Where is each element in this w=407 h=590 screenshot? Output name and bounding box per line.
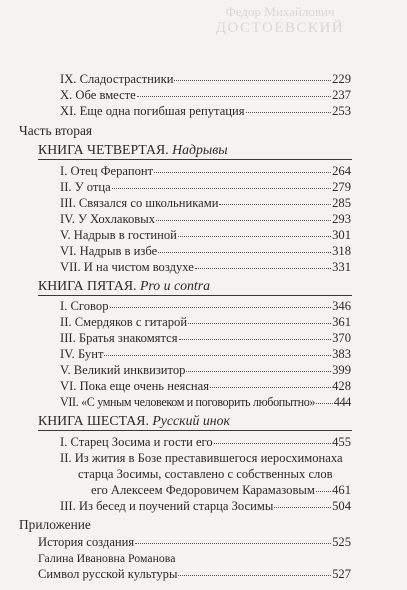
book-title: КНИГА ЧЕТВЕРТАЯ. [38, 142, 169, 157]
chapter-title: Связался со школьниками [78, 196, 219, 210]
chapter-number: I. [60, 164, 68, 178]
chapter-title: Надрыв в гостиной [73, 228, 177, 242]
part-heading: Часть вторая [19, 123, 93, 138]
chapter-number: V. [60, 363, 71, 377]
chapter-title: «С умным человеком и поговорить любопытно» [81, 395, 316, 409]
page-number: 346 [332, 299, 351, 313]
toc-entry[interactable] [60, 378, 351, 394]
page-number: 331 [332, 260, 351, 274]
leader-dots [316, 392, 333, 404]
chapter-title: Бунт [77, 347, 104, 361]
chapter-title: Еще одна погибшая репутация [79, 104, 245, 118]
toc-entry-multiline[interactable] [60, 450, 343, 466]
chapter-number: II. [60, 451, 72, 465]
chapter-title: Обе вместе [75, 88, 136, 102]
chapter-number: VII. [60, 395, 79, 409]
bleed-author: Федор Михайлович [225, 4, 335, 19]
leader-dots [154, 161, 331, 173]
page-number: 361 [332, 315, 351, 329]
page-number: 301 [332, 228, 351, 242]
toc-entry[interactable] [60, 498, 351, 514]
leader-dots [156, 209, 331, 221]
page-number: 527 [332, 567, 351, 581]
leader-dots [214, 432, 331, 444]
leader-dots [188, 312, 331, 324]
book-rule [38, 430, 352, 431]
leader-dots [135, 532, 331, 544]
page-number: 370 [332, 331, 351, 345]
leader-dots [186, 360, 331, 372]
book-title: КНИГА ПЯТАЯ. [38, 278, 137, 293]
leader-dots [112, 177, 331, 189]
chapter-title: Из бесед и поучений старца Зосимы [78, 499, 274, 513]
leader-dots [137, 85, 331, 97]
leader-dots [158, 241, 331, 253]
chapter-title: Братья знакомятся [78, 331, 178, 345]
page-number: 229 [332, 72, 351, 86]
leader-dots [104, 344, 331, 356]
section-title: История создания [38, 535, 135, 549]
book-subtitle: Надрывы [172, 142, 228, 157]
book-heading [38, 278, 210, 294]
chapter-title: У Хохлаковых [77, 212, 155, 226]
toc-entry[interactable] [60, 434, 351, 450]
chapter-number: VI. [60, 379, 77, 393]
leader-dots [179, 328, 332, 340]
chapter-number: VI. [60, 244, 77, 258]
book-subtitle: Русский инок [152, 413, 230, 428]
page-number: 293 [332, 212, 351, 226]
chapter-number: XI. [60, 104, 77, 118]
chapter-number: VII. [60, 260, 81, 274]
chapter-number: IX. [60, 72, 77, 86]
chapter-title-line: старца Зосимы, составлено с собственных слов [78, 467, 333, 481]
leader-dots [219, 193, 331, 205]
toc-entry-11[interactable] [60, 103, 351, 119]
leader-dots [246, 101, 332, 113]
chapter-title: Великий инквизитор [73, 363, 186, 377]
page-number: 318 [332, 244, 351, 258]
book-subtitle: Pro и contra [140, 278, 211, 293]
book-heading [38, 413, 230, 429]
book-rule [38, 159, 352, 160]
chapter-number: X. [60, 88, 73, 102]
page-number: 264 [332, 164, 351, 178]
leader-dots [174, 69, 331, 81]
chapter-title: Отец Ферапонт [70, 164, 154, 178]
chapter-title-line: его Алексеем Федоровичем Карамазовым [91, 483, 315, 497]
toc-entry-symbol[interactable] [38, 566, 351, 582]
leader-dots [195, 257, 331, 269]
chapter-number: V. [60, 228, 71, 242]
page-number: 253 [332, 104, 351, 118]
chapter-number: I. [60, 299, 68, 313]
leader-dots [210, 376, 331, 388]
chapter-number: IV. [60, 347, 75, 361]
chapter-number: III. [60, 196, 76, 210]
page-number: 399 [332, 363, 351, 377]
leader-dots [178, 564, 331, 576]
book-heading [38, 142, 228, 158]
chapter-title: Сладострастники [79, 72, 174, 86]
page-number: 525 [332, 535, 351, 549]
chapter-title: У отца [74, 180, 111, 194]
page-number: 461 [332, 483, 351, 497]
bleed-surname: ДОСТОЕВСКИЙ [215, 20, 345, 36]
chapter-title-line: Из жития в Бозе преставившегося иеросхимонаха [74, 451, 343, 465]
chapter-number: II. [60, 180, 72, 194]
leader-dots [178, 225, 331, 237]
page-number: 444 [333, 395, 351, 409]
chapter-title: Пока еще очень неясная [79, 379, 210, 393]
chapter-number: IV. [60, 212, 75, 226]
toc-entry[interactable] [60, 394, 351, 410]
leader-dots [110, 296, 332, 308]
toc-entry[interactable] [60, 259, 351, 275]
toc-entry-history[interactable] [38, 534, 351, 550]
chapter-number: III. [60, 499, 76, 513]
book-title: КНИГА ШЕСТАЯ. [38, 413, 149, 428]
section-title: Символ русской культуры [38, 567, 178, 581]
chapter-number: III. [60, 331, 76, 345]
article-author: Галина Ивановна Романова [38, 551, 176, 565]
page-number: 383 [332, 347, 351, 361]
chapter-title: Сговор [70, 299, 109, 313]
chapter-title: И на чистом воздухе [83, 260, 194, 274]
page-number: 428 [332, 379, 351, 393]
page-number: 455 [332, 435, 351, 449]
page-number: 504 [332, 499, 351, 513]
leader-dots [316, 480, 331, 492]
chapter-title: Смердяков с гитарой [74, 315, 188, 329]
chapter-number: II. [60, 315, 72, 329]
chapter-title: Старец Зосима и гости его [70, 435, 213, 449]
page-number: 285 [332, 196, 351, 210]
leader-dots [274, 496, 331, 508]
page-number: 237 [332, 88, 351, 102]
chapter-title: Надрыв в избе [79, 244, 158, 258]
page-number: 279 [332, 180, 351, 194]
chapter-number: I. [60, 435, 68, 449]
appendix-heading: Приложение [19, 517, 91, 532]
